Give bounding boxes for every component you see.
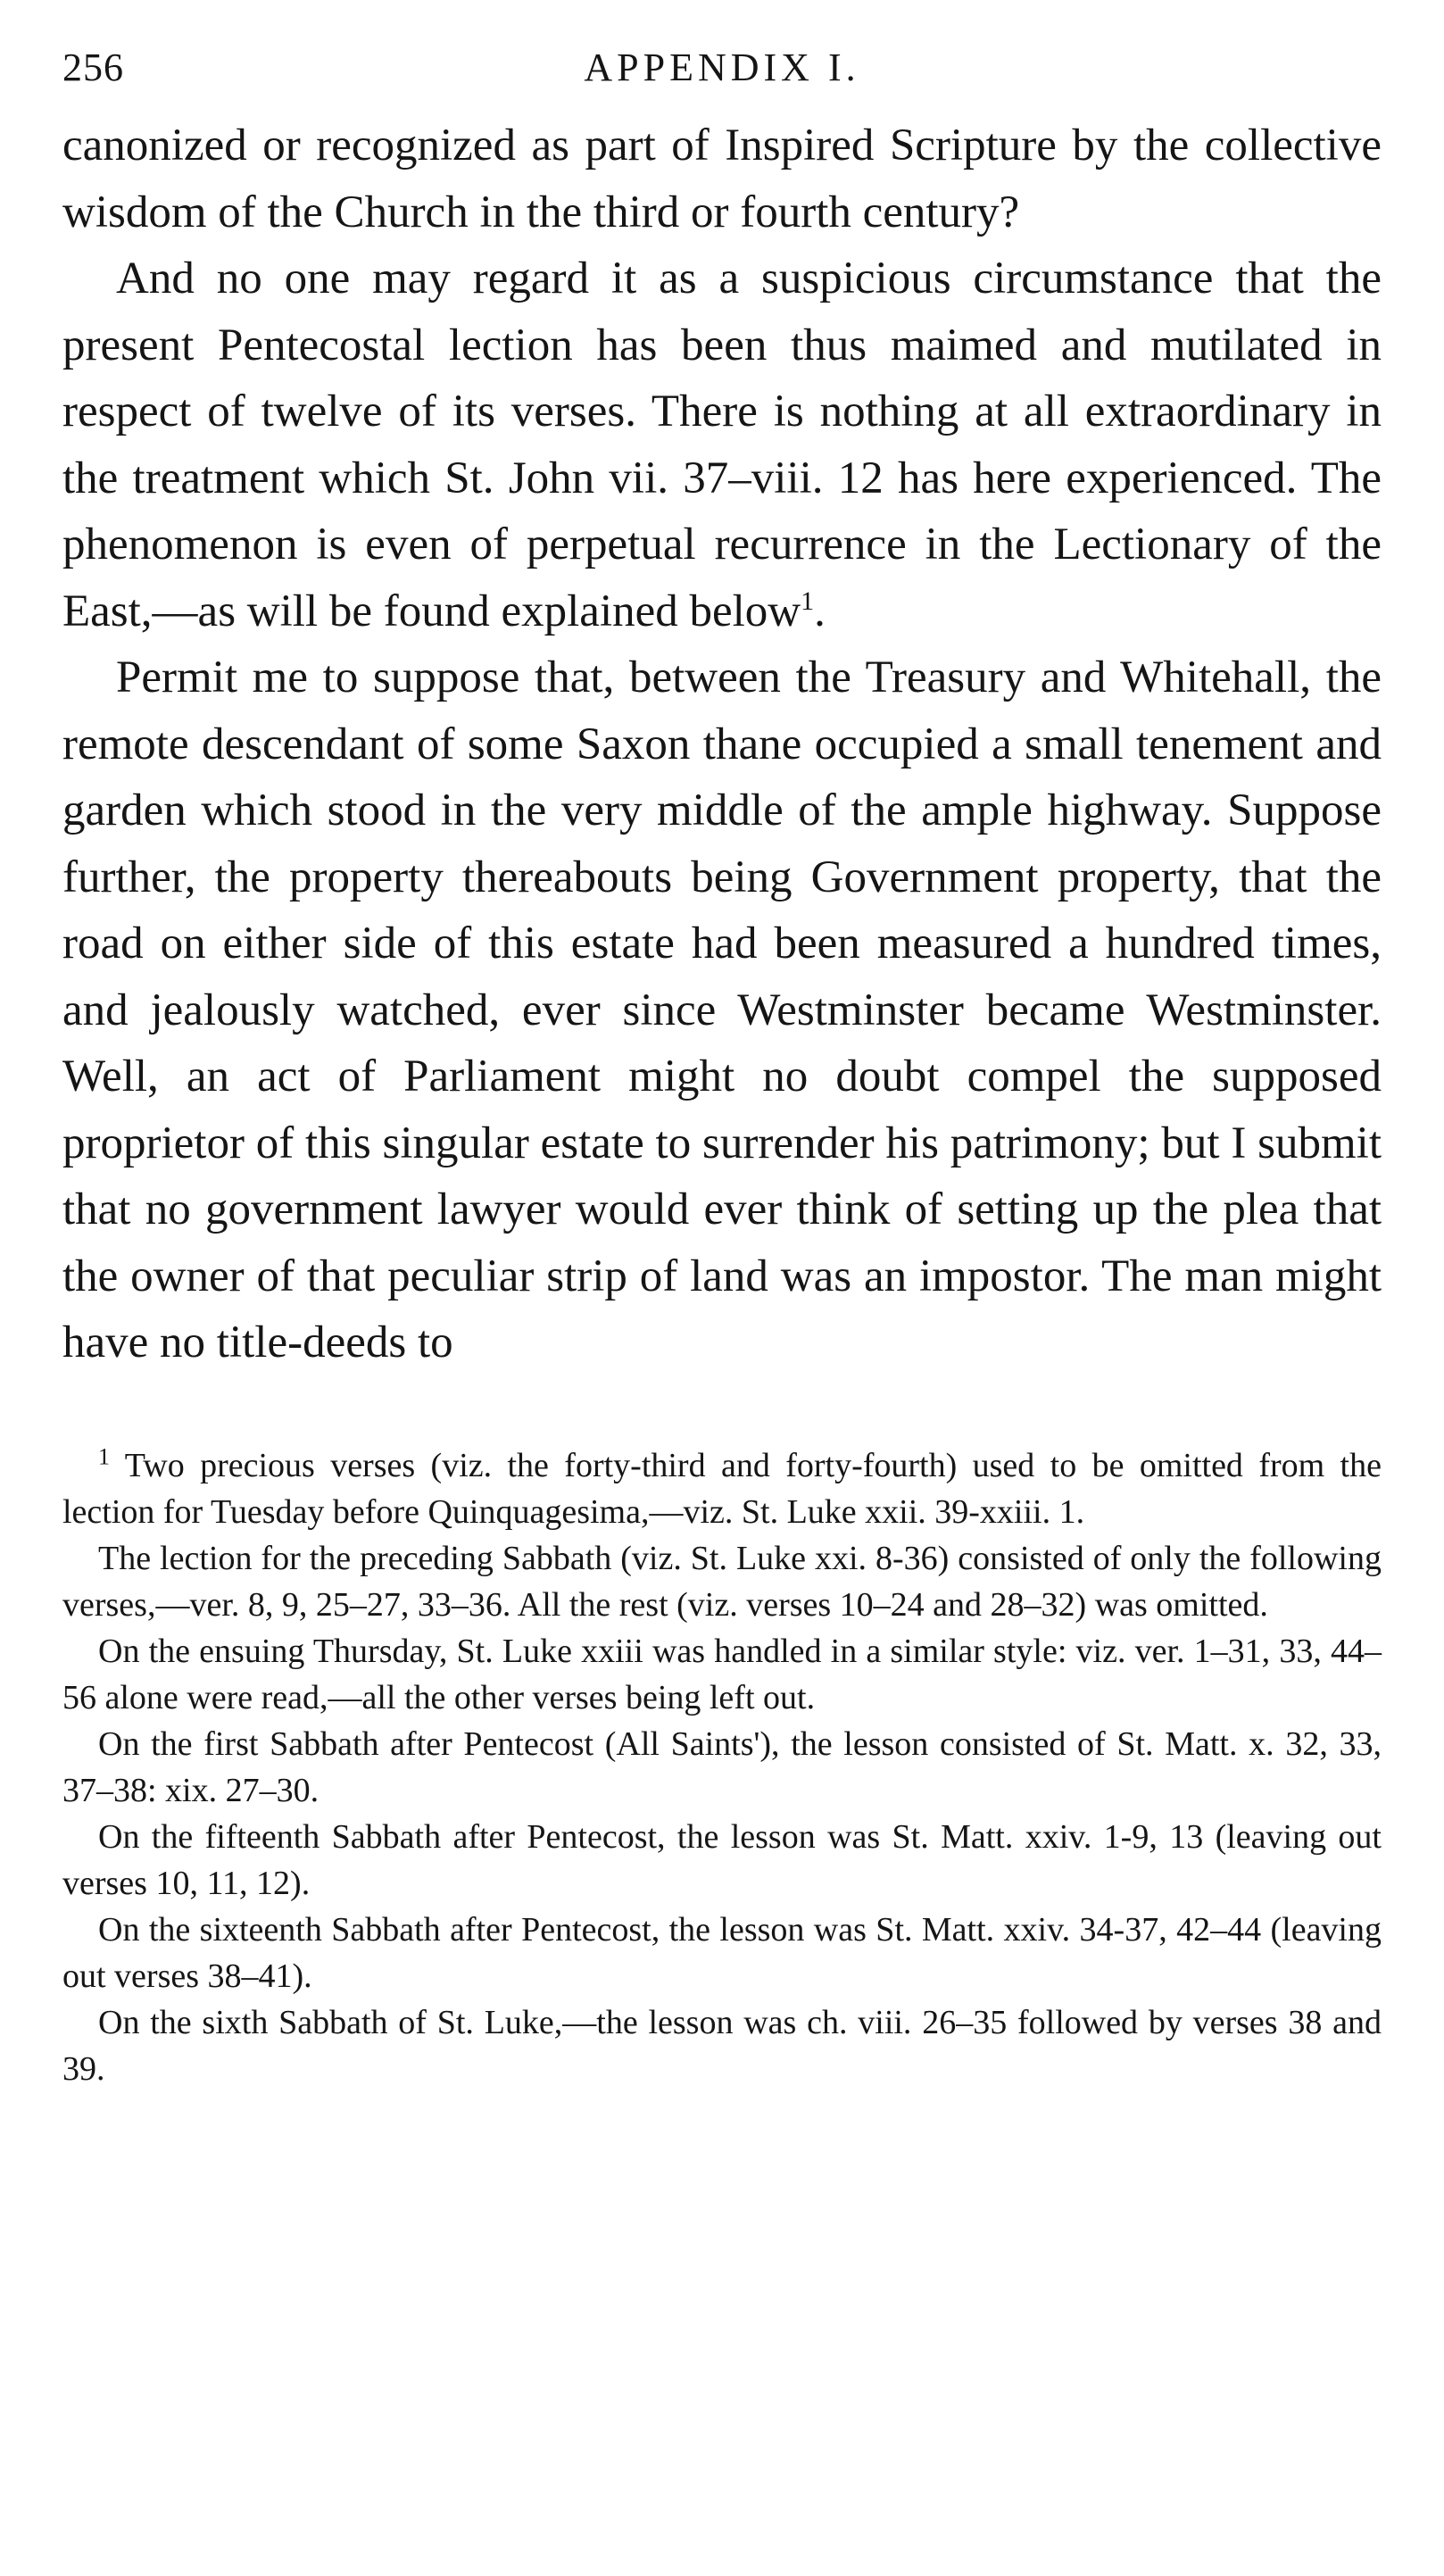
footnote-1 [62, 1442, 1382, 1535]
paragraph-lection-text: And no one may regard it as a suspicious circumstance that the present Pentecostal lection has been thus maimed and mutilated in respect of twelve of its verses. There is nothing at all extraordinary in the treatment which St. John vii. 37–viii. 12 has here experienced. The phenomenon is even of perpetual recurrence in the Lectionary of the East,—as will be found explained below [62, 253, 1382, 636]
footnotes [62, 1442, 1382, 2092]
running-title: APPENDIX I. [584, 46, 860, 89]
footnote-continuation: The lection for the preceding Sabbath (viz. St. Luke xxi. 8-36) consisted of only the following verses,—ver. 8, 9, 25–27, 33–36. All the rest (viz. verses 10–24 and 28–32) was omitted. [62, 1539, 1382, 1624]
main-text [62, 112, 1382, 1376]
footnote-continuation: On the first Sabbath after Pentecost (All Saints'), the lesson consisted of St. Matt. x. 32, 33, 37–38: xix. 27–30. [62, 1724, 1382, 1809]
footnote-continuation: On the sixth Sabbath of St. Luke,—the lesson was ch. viii. 26–35 followed by verses 38 and 39. [62, 2003, 1382, 2088]
page-number: 256 [62, 46, 124, 89]
paragraph-lection-end: . [814, 586, 826, 636]
footnote-continuation: On the fifteenth Sabbath after Pentecost, the lesson was St. Matt. xxiv. 1-9, 13 (leaving out verses 10, 11, 12). [62, 1817, 1382, 1902]
paragraph-continued: canonized or recognized as part of Inspired Scripture by the collective wisdom of the Church in the third or fourth century? [62, 120, 1382, 237]
footnote-text: Two precious verses (viz. the forty-third and forty-fourth) used to be omitted from the lection for Tuesday before Quinquagesima,—viz. St. Luke xxii. 39-xxiii. 1. [62, 1446, 1382, 1531]
paragraph-lection [62, 245, 1382, 644]
footnote-continuation: On the sixteenth Sabbath after Pentecost, the lesson was St. Matt. xxiv. 34-37, 42–44 (leaving out verses 38–41). [62, 1910, 1382, 1995]
running-head [62, 36, 1382, 100]
footnote-continuation: On the ensuing Thursday, St. Luke xxiii was handled in a similar style: viz. ver. 1–31, 33, 44–56 alone were read,—all the other verses being left out. [62, 1632, 1382, 1716]
paragraph-analogy: Permit me to suppose that, between the Treasury and Whitehall, the remote descendant of some Saxon thane occupied a small tenement and garden which stood in the very middle of the ample highway. Suppose further, the property thereabouts being Government property, that the road on either side of this estate had been measured a hundred times, and jealously watched, ever since Westminster became Westminster. Well, an act of Parliament might no doubt compel the supposed proprietor of this singular estate to surrender his patrimony; but I submit that no government lawyer would ever think of setting up the plea that the owner of that peculiar strip of land was an impostor. The man might have no title-deeds to [62, 652, 1382, 1367]
footnote-reference: 1 [801, 586, 815, 616]
footnote-marker: 1 [98, 1442, 110, 1469]
